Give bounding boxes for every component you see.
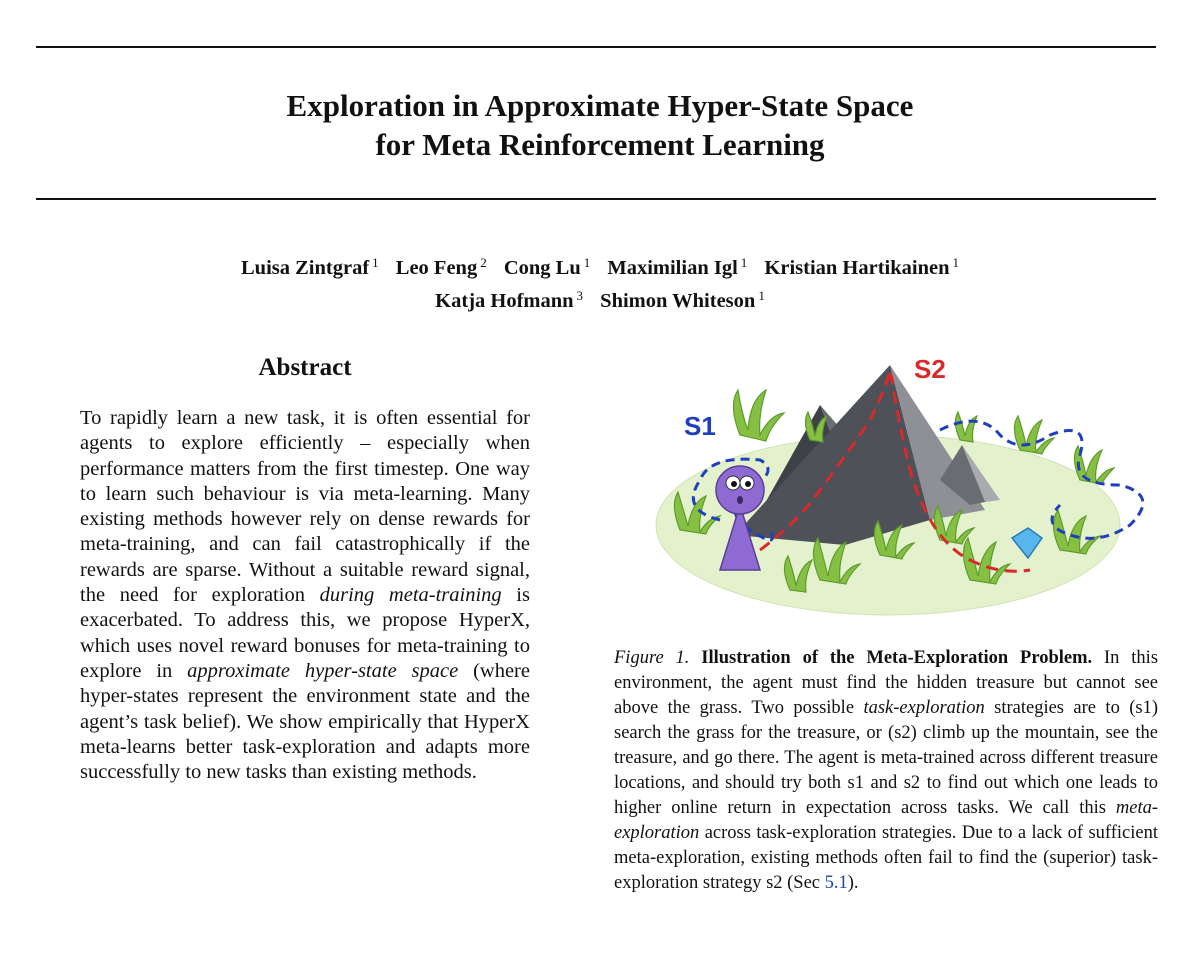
author-name: Cong Lu xyxy=(503,257,581,279)
caption-text-part: strategies are to (s1) search the grass for the treasure, or (s2) climb up the mountain, see the treasure, and go there. The agent is meta-trained across different treasure locations, and should try both s1 and s2 to find out which one leads to higher online return in expectation across tasks. We call this xyxy=(614,698,1159,818)
affiliation-mark: 1 xyxy=(583,255,591,270)
caption-text-part: In this environment, the agent must find the hidden treasure but cannot see above the grass. Two possible xyxy=(614,648,1159,718)
author-name: Leo Feng xyxy=(395,257,478,279)
abstract-emphasis: during meta-training xyxy=(319,584,502,607)
author xyxy=(241,257,379,279)
abstract-emphasis: approximate hyper-state space xyxy=(187,659,459,682)
author xyxy=(504,257,590,279)
affiliation-mark: 1 xyxy=(758,288,765,303)
title-line-1: Exploration in Approximate Hyper-State Space xyxy=(286,88,914,123)
author xyxy=(600,290,765,312)
caption-text-part: across task-exploration strategies. Due to a lack of sufficient meta-exploration, existing methods often fail to find the (superior) task-exploration strategy s2 (Sec xyxy=(614,823,1158,893)
caption-emphasis: meta-exploration xyxy=(614,798,1158,843)
abstract-text-part: (where hyper-states represent the environment state and the agent’s task belief). We show empirically that HyperX meta-learns better task-exploration and adapts more successfully to new tasks than existing methods. xyxy=(80,659,530,784)
author xyxy=(764,257,959,279)
caption-text-part: ). xyxy=(847,873,859,893)
author-name: Maximilian Igl xyxy=(607,257,738,279)
author-name: Shimon Whiteson xyxy=(600,290,756,312)
s2-label: S2 xyxy=(914,354,946,384)
affiliation-mark: 1 xyxy=(952,255,959,270)
author-name: Luisa Zintgraf xyxy=(241,257,370,279)
caption-emphasis: task-exploration xyxy=(863,698,985,718)
section-reference-link[interactable]: 5.1 xyxy=(824,873,848,893)
paper-title xyxy=(0,86,1200,164)
author-list xyxy=(0,249,1200,315)
bottom-rule xyxy=(36,198,1156,200)
abstract-text-part: is exacerbated. To address this, we propose HyperX, which uses novel reward bonuses for meta-training to explore in xyxy=(80,584,530,682)
abstract-text xyxy=(80,406,530,785)
title-line-2: for Meta Reinforcement Learning xyxy=(375,127,825,162)
figure-label: Figure 1. xyxy=(614,648,690,668)
author xyxy=(396,257,487,279)
s1-label: S1 xyxy=(684,411,716,441)
figure-caption xyxy=(614,646,1158,896)
author-name: Katja Hofmann xyxy=(435,290,574,312)
author-line-1 xyxy=(0,249,1200,282)
meta-exploration-illustration xyxy=(640,340,1160,620)
author xyxy=(607,257,747,279)
affiliation-mark: 1 xyxy=(740,255,748,270)
affiliation-mark: 2 xyxy=(480,255,487,270)
abstract-text-part: To rapidly learn a new task, it is often essential for agents to explore efficiently – especially when performance matters from the first timestep. One way to learn such behaviour is via meta-learning. Many existing methods however rely on dense rewards for meta-training, and can fail catastrophically if the rewards are sparse. Without a suitable reward signal, the need for exploration xyxy=(80,407,530,607)
author-name: Kristian Hartikainen xyxy=(764,257,950,279)
author xyxy=(435,290,583,312)
abstract-heading: Abstract xyxy=(258,354,352,381)
caption-title: Illustration of the Meta-Exploration Problem. xyxy=(701,648,1093,668)
top-rule xyxy=(36,46,1156,48)
affiliation-mark: 3 xyxy=(576,288,584,303)
author-line-2 xyxy=(0,282,1200,315)
affiliation-mark: 1 xyxy=(372,255,379,270)
